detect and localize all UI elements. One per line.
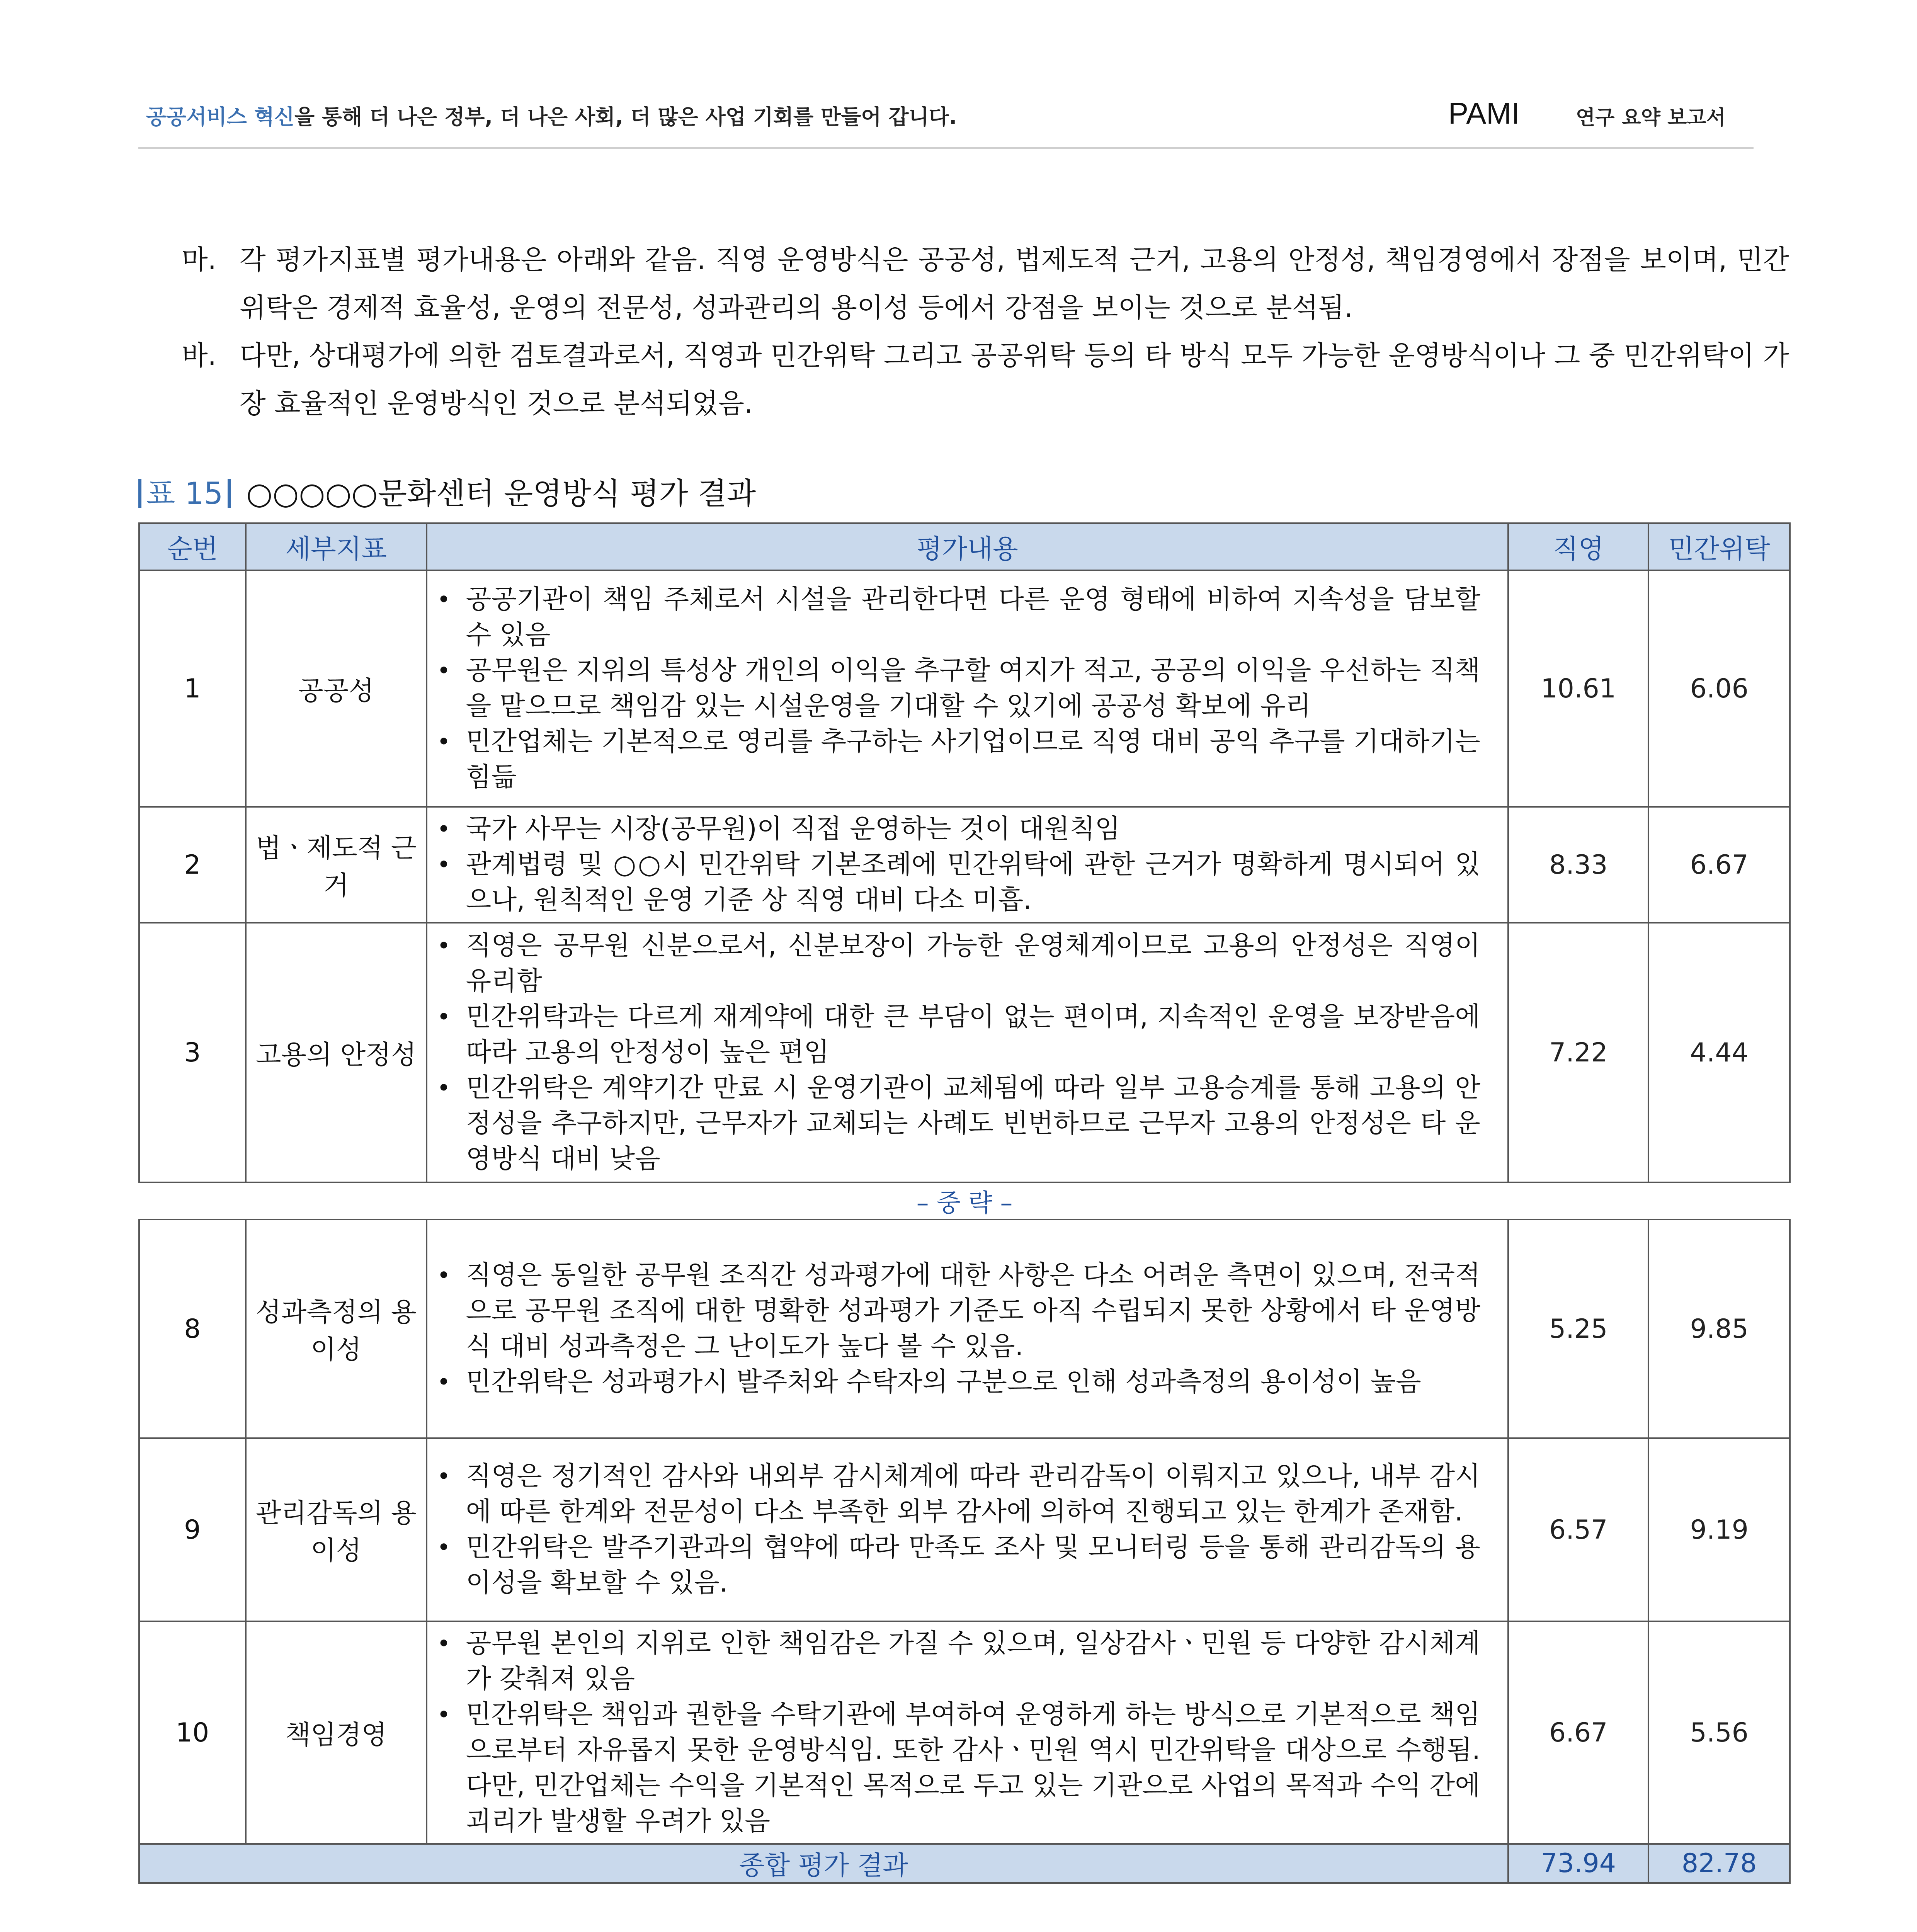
evaluation-table xyxy=(138,522,1791,1884)
bullet-item: • 관계법령 및 ○○시 민간위탁 기본조례에 민간위탁에 관한 근거가 명확하게 명시되어 있으나, 원칙적인 운영 기준 상 직영 대비 다소 미흡. xyxy=(466,847,1480,918)
bullet-item: • 직영은 동일한 공무원 조직간 성과평가에 대한 사항은 다소 어려운 측면이 있으며, 전국적으로 공무원 조직에 대한 명확한 성과평가 기준도 아직 수립되지 못한 상황에서 타 운영방식 대비 성과측정은 그 난이도가 높다 볼 수 있음. xyxy=(466,1258,1480,1364)
row-direct-score: 7.22 xyxy=(1508,923,1648,1182)
row-content xyxy=(427,570,1508,807)
bullet-item: • 민간위탁은 발주기관과의 협약에 따라 만족도 조사 및 모니터링 등을 통해 관리감독의 용이성을 확보할 수 있음. xyxy=(466,1530,1480,1601)
omitted-label: – 중 략 – xyxy=(139,1182,1790,1219)
table-row xyxy=(139,923,1790,1182)
bullet-item: • 민간위탁은 성과평가시 발주처와 수탁자의 구분으로 인해 성과측정의 용이성이 높음 xyxy=(466,1364,1480,1400)
header-brand: PAMI xyxy=(1448,96,1520,130)
table-row xyxy=(139,570,1790,807)
table-header-row xyxy=(139,523,1790,570)
caption-bar xyxy=(138,479,141,508)
row-indicator: 고용의 안정성 xyxy=(246,923,427,1182)
row-content xyxy=(427,1621,1508,1844)
row-indicator: 책임경영 xyxy=(246,1621,427,1844)
bullet-item: • 직영은 공무원 신분으로서, 신분보장이 가능한 운영체계이므로 고용의 안정성은 직영이 유리함 xyxy=(466,928,1480,999)
table-row xyxy=(139,1438,1790,1621)
row-direct-score: 6.67 xyxy=(1508,1621,1648,1844)
report-type: 연구 요약 보고서 xyxy=(1576,106,1726,129)
col-header-content: 평가내용 xyxy=(427,523,1508,570)
total-row xyxy=(139,1844,1790,1883)
row-private-score: 9.19 xyxy=(1648,1438,1790,1621)
row-no: 10 xyxy=(139,1621,246,1844)
page-header xyxy=(138,93,1754,149)
row-private-score: 6.67 xyxy=(1648,807,1790,923)
intro-paragraph xyxy=(182,236,1789,332)
intro-paragraph xyxy=(182,332,1789,427)
total-label: 종합 평가 결과 xyxy=(139,1844,1508,1883)
col-header-direct: 직영 xyxy=(1508,523,1648,570)
table-number: 표 15 xyxy=(146,476,223,511)
row-content xyxy=(427,807,1508,923)
caption-bar xyxy=(228,479,231,508)
row-private-score: 4.44 xyxy=(1648,923,1790,1182)
row-direct-score: 8.33 xyxy=(1508,807,1648,923)
row-private-score: 9.85 xyxy=(1648,1219,1790,1438)
bullet-item: • 민간위탁과는 다르게 재계약에 대한 큰 부담이 없는 편이며, 지속적인 운영을 보장받음에 따라 고용의 안정성이 높은 편임 xyxy=(466,999,1480,1070)
table-title: ○○○○○문화센터 운영방식 평가 결과 xyxy=(246,476,756,511)
total-direct-score: 73.94 xyxy=(1508,1844,1648,1883)
bullet-item: • 국가 사무는 시장(공무원)이 직접 운영하는 것이 대원칙임 xyxy=(466,811,1480,847)
bullet-item: • 민간위탁은 책임과 권한을 수탁기관에 부여하여 운영하게 하는 방식으로 기본적으로 책임으로부터 자유롭지 못한 운영방식임. 또한 감사ㆍ민원 역시 민간위탁을 대상으로 수행됨. 다만, 민간업체는 수익을 기본적인 목적으로 두고 있는 기관으로 사업의 목적과 수익 간에 괴리가 발생할 우려가 있음 xyxy=(466,1697,1480,1839)
bullet-item: • 공무원은 지위의 특성상 개인의 이익을 추구할 여지가 적고, 공공의 이익을 우선하는 직책을 맡으므로 책임감 있는 시설운영을 기대할 수 있기에 공공성 확보에 유리 xyxy=(466,653,1480,724)
row-private-score: 5.56 xyxy=(1648,1621,1790,1844)
intro-paragraphs xyxy=(182,236,1789,427)
col-header-indicator: 세부지표 xyxy=(246,523,427,570)
row-no: 3 xyxy=(139,923,246,1182)
row-no: 1 xyxy=(139,570,246,807)
bullet-item: • 공무원 본인의 지위로 인한 책임감은 가질 수 있으며, 일상감사ㆍ민원 등 다양한 감시체계가 갖춰져 있음 xyxy=(466,1626,1480,1697)
row-content xyxy=(427,923,1508,1182)
table-row xyxy=(139,807,1790,923)
bullet-item: • 공공기관이 책임 주체로서 시설을 관리한다면 다른 운영 형태에 비하여 지속성을 담보할 수 있음 xyxy=(466,582,1480,653)
tagline-rest: 을 통해 더 나은 정부, 더 나은 사회, 더 많은 사업 기회를 만들어 갑니다. xyxy=(294,105,957,129)
para-text: 각 평가지표별 평가내용은 아래와 같음. 직영 운영방식은 공공성, 법제도적 근거, 고용의 안정성, 책임경영에서 장점을 보이며, 민간위탁은 경제적 효율성, 운영의 전문성, 성과관리의 용이성 등에서 강점을 보이는 것으로 분석됨. xyxy=(240,244,1789,323)
row-content xyxy=(427,1219,1508,1438)
row-indicator: 관리감독의 용이성 xyxy=(246,1438,427,1621)
row-indicator: 성과측정의 용이성 xyxy=(246,1219,427,1438)
bullet-item: • 민간위탁은 계약기간 만료 시 운영기관이 교체됨에 따라 일부 고용승계를 통해 고용의 안정성을 추구하지만, 근무자가 교체되는 사례도 빈번하므로 근무자 고용의 안정성은 타 운영방식 대비 낮음 xyxy=(466,1070,1480,1177)
para-marker: 마. xyxy=(182,244,216,276)
row-no: 8 xyxy=(139,1219,246,1438)
omitted-row xyxy=(139,1182,1790,1219)
para-text: 다만, 상대평가에 의한 검토결과로서, 직영과 민간위탁 그리고 공공위탁 등의 타 방식 모두 가능한 운영방식이나 그 중 민간위탁이 가장 효율적인 운영방식인 것으로 분석되었음. xyxy=(240,340,1789,419)
row-private-score: 6.06 xyxy=(1648,570,1790,807)
col-header-no: 순번 xyxy=(139,523,246,570)
bullet-item: • 직영은 정기적인 감사와 내외부 감시체계에 따라 관리감독이 이뤄지고 있으나, 내부 감시에 따른 한계와 전문성이 다소 부족한 외부 감사에 의하여 진행되고 있는 한계가 존재함. xyxy=(466,1459,1480,1530)
table-row xyxy=(139,1219,1790,1438)
header-tagline xyxy=(146,100,957,130)
col-header-private: 민간위탁 xyxy=(1648,523,1790,570)
row-no: 2 xyxy=(139,807,246,923)
row-direct-score: 10.61 xyxy=(1508,570,1648,807)
table-caption xyxy=(138,469,756,513)
bullet-item: • 민간업체는 기본적으로 영리를 추구하는 사기업이므로 직영 대비 공익 추구를 기대하기는 힘듦 xyxy=(466,724,1480,795)
para-marker: 바. xyxy=(182,340,216,371)
tagline-highlight: 공공서비스 혁신 xyxy=(146,105,294,129)
total-private-score: 82.78 xyxy=(1648,1844,1790,1883)
row-indicator: 법ㆍ제도적 근거 xyxy=(246,807,427,923)
table-row xyxy=(139,1621,1790,1844)
row-direct-score: 6.57 xyxy=(1508,1438,1648,1621)
row-content xyxy=(427,1438,1508,1621)
row-no: 9 xyxy=(139,1438,246,1621)
row-indicator: 공공성 xyxy=(246,570,427,807)
row-direct-score: 5.25 xyxy=(1508,1219,1648,1438)
